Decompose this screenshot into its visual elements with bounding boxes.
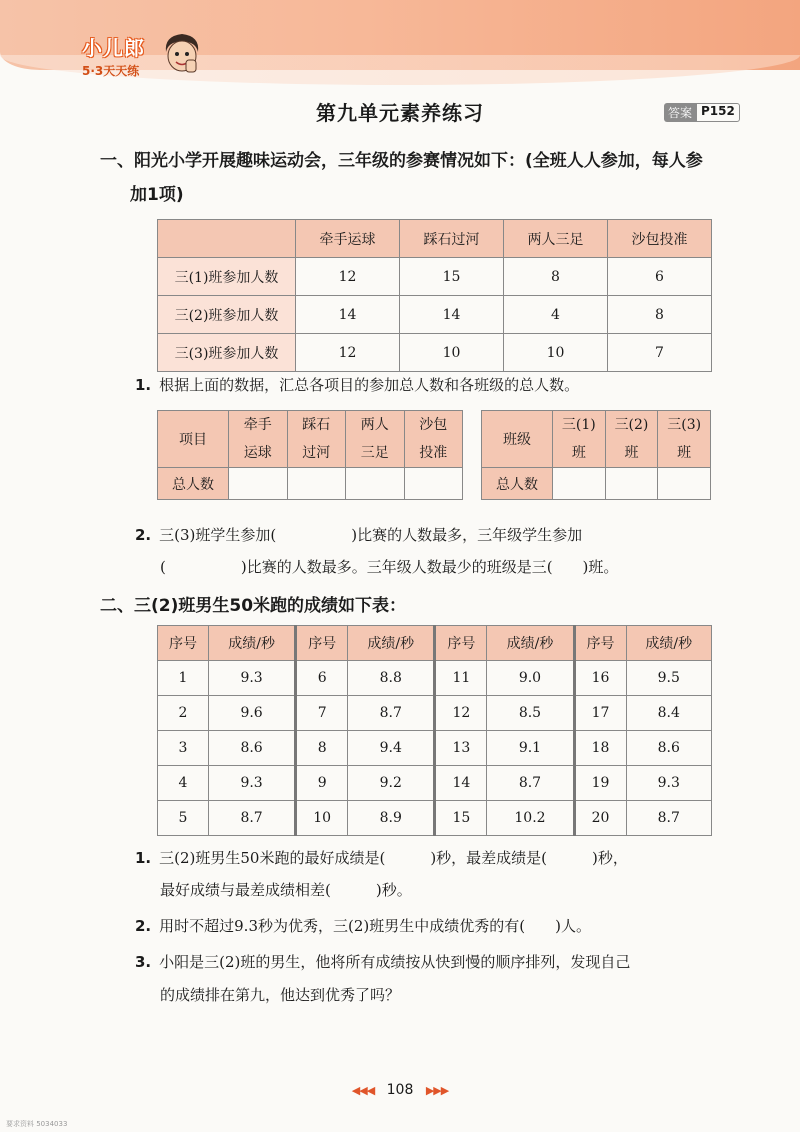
question-1-1: 1. 根据上面的数据，汇总各项目的参加总人数和各班级的总人数。 bbox=[135, 376, 580, 394]
page-title: 第九单元素养练习 bbox=[316, 101, 484, 125]
column-header: 三(2) 班 bbox=[605, 411, 658, 468]
question-2-2: 2. 用时不超过9.3秒为优秀，三(2)班男生中成绩优秀的有( )人。 bbox=[135, 917, 591, 935]
table-cell: 8.7 bbox=[626, 801, 711, 836]
column-header: 序号 bbox=[435, 626, 487, 661]
summary-table-by-class bbox=[481, 410, 711, 500]
table-cell: 6 bbox=[608, 258, 712, 296]
column-header: 踩石 过河 bbox=[287, 411, 346, 468]
table-cell: 10 bbox=[400, 334, 504, 372]
table-row bbox=[158, 801, 712, 836]
table-cell: 9.4 bbox=[348, 731, 435, 766]
table-row bbox=[158, 766, 712, 801]
answer-cell[interactable] bbox=[404, 468, 463, 500]
question-2-1-line1: 1. 三(2)班男生50米跑的最好成绩是( )秒，最差成绩是( )秒， bbox=[135, 849, 628, 867]
corner-note: 要求资料 5034033 bbox=[6, 1120, 68, 1128]
table-cell: 14 bbox=[400, 296, 504, 334]
participation-table bbox=[157, 219, 712, 372]
table-cell: 12 bbox=[296, 258, 400, 296]
brand-subtitle: 5·3天天练 bbox=[82, 64, 140, 78]
summary-table-by-event bbox=[157, 410, 463, 500]
row-label: 三(2)班参加人数 bbox=[158, 296, 296, 334]
section2-title: 二、三(2)班男生50米跑的成绩如下表： bbox=[100, 596, 407, 616]
question-1-2-line2: ( )比赛的人数最多。三年级人数最少的班级是三( )班。 bbox=[160, 558, 619, 576]
table-cell: 7 bbox=[608, 334, 712, 372]
table-header-row bbox=[158, 220, 712, 258]
table-cell: 8.8 bbox=[348, 661, 435, 696]
table-cell: 8 bbox=[608, 296, 712, 334]
row-label: 三(1)班参加人数 bbox=[158, 258, 296, 296]
column-header: 序号 bbox=[296, 626, 348, 661]
table-cell: 9.5 bbox=[626, 661, 711, 696]
table-cell: 18 bbox=[574, 731, 626, 766]
column-header: 两人 三足 bbox=[346, 411, 405, 468]
column-header: 两人三足 bbox=[504, 220, 608, 258]
section1-title-line2: 加1项) bbox=[130, 185, 184, 205]
table-cell: 12 bbox=[435, 696, 487, 731]
column-header: 沙包投准 bbox=[608, 220, 712, 258]
table-row bbox=[158, 661, 712, 696]
table-header-row bbox=[482, 411, 711, 468]
table-cell: 14 bbox=[435, 766, 487, 801]
table-cell: 9.3 bbox=[209, 766, 296, 801]
row-label: 三(3)班参加人数 bbox=[158, 334, 296, 372]
table-row bbox=[158, 696, 712, 731]
right-arrows-icon: ▶▶▶ bbox=[425, 1084, 449, 1097]
answer-cell[interactable] bbox=[229, 468, 288, 500]
row-label: 项目 bbox=[158, 411, 229, 468]
brand-name: 小儿郎 bbox=[82, 36, 145, 60]
table-cell: 9.3 bbox=[209, 661, 296, 696]
table-cell: 1 bbox=[158, 661, 209, 696]
answer-cell[interactable] bbox=[605, 468, 658, 500]
table-cell: 9 bbox=[296, 766, 348, 801]
column-header: 成绩/秒 bbox=[626, 626, 711, 661]
row-label: 班级 bbox=[482, 411, 553, 468]
table-cell: 8.4 bbox=[626, 696, 711, 731]
table-cell: 8.6 bbox=[626, 731, 711, 766]
section1-title-line1: 一、阳光小学开展趣味运动会，三年级的参赛情况如下：(全班人人参加，每人参 bbox=[100, 151, 703, 171]
table-cell: 8.7 bbox=[209, 801, 296, 836]
table-cell: 5 bbox=[158, 801, 209, 836]
column-header: 沙包 投准 bbox=[404, 411, 463, 468]
answer-page: P152 bbox=[696, 103, 740, 122]
question-2-1-line2: 最好成绩与最差成绩相差( )秒。 bbox=[160, 881, 412, 899]
table-cell: 12 bbox=[296, 334, 400, 372]
column-header: 三(1) 班 bbox=[553, 411, 606, 468]
column-header: 序号 bbox=[574, 626, 626, 661]
table-row bbox=[158, 731, 712, 766]
column-header: 踩石过河 bbox=[400, 220, 504, 258]
table-cell: 14 bbox=[296, 296, 400, 334]
column-header: 三(3) 班 bbox=[658, 411, 711, 468]
table-header-row bbox=[158, 411, 463, 468]
column-header: 牵手运球 bbox=[296, 220, 400, 258]
column-header: 成绩/秒 bbox=[209, 626, 296, 661]
table-cell: 13 bbox=[435, 731, 487, 766]
table-cell: 3 bbox=[158, 731, 209, 766]
page-footer bbox=[0, 1082, 800, 1098]
table-cell: 9.0 bbox=[487, 661, 574, 696]
page-number: 108 bbox=[386, 1082, 414, 1098]
answer-label: 答案 bbox=[664, 103, 696, 122]
table-cell: 8.7 bbox=[348, 696, 435, 731]
answer-reference bbox=[664, 103, 740, 122]
table-cell: 16 bbox=[574, 661, 626, 696]
table-row bbox=[158, 296, 712, 334]
table-cell: 8.6 bbox=[209, 731, 296, 766]
mascot-icon bbox=[160, 30, 204, 78]
table-cell: 10 bbox=[296, 801, 348, 836]
table-cell: 2 bbox=[158, 696, 209, 731]
table-cell: 9.1 bbox=[487, 731, 574, 766]
table-cell: 8.5 bbox=[487, 696, 574, 731]
table-cell: 4 bbox=[158, 766, 209, 801]
column-header: 成绩/秒 bbox=[348, 626, 435, 661]
running-scores-table bbox=[157, 625, 712, 836]
table-cell: 8.7 bbox=[487, 766, 574, 801]
row-label: 总人数 bbox=[482, 468, 553, 500]
answer-cell[interactable] bbox=[553, 468, 606, 500]
table-corner-cell bbox=[158, 220, 296, 258]
table-cell: 6 bbox=[296, 661, 348, 696]
table-cell: 15 bbox=[435, 801, 487, 836]
row-label: 总人数 bbox=[158, 468, 229, 500]
table-header-row bbox=[158, 626, 712, 661]
table-cell: 9.6 bbox=[209, 696, 296, 731]
table-cell: 7 bbox=[296, 696, 348, 731]
question-1-2-line1: 2. 三(3)班学生参加( )比赛的人数最多，三年级学生参加 bbox=[135, 526, 583, 544]
table-cell: 17 bbox=[574, 696, 626, 731]
answer-cell[interactable] bbox=[346, 468, 405, 500]
table-cell: 8 bbox=[296, 731, 348, 766]
question-2-3-line2: 的成绩排在第九，他达到优秀了吗？ bbox=[160, 986, 401, 1004]
table-row bbox=[158, 334, 712, 372]
table-cell: 8.9 bbox=[348, 801, 435, 836]
column-header: 牵手 运球 bbox=[229, 411, 288, 468]
table-row bbox=[158, 258, 712, 296]
table-cell: 11 bbox=[435, 661, 487, 696]
answer-cell[interactable] bbox=[287, 468, 346, 500]
brand-logo bbox=[82, 32, 145, 79]
table-row bbox=[158, 468, 463, 500]
column-header: 成绩/秒 bbox=[487, 626, 574, 661]
table-cell: 20 bbox=[574, 801, 626, 836]
answer-cell[interactable] bbox=[658, 468, 711, 500]
table-cell: 15 bbox=[400, 258, 504, 296]
table-row bbox=[482, 468, 711, 500]
table-cell: 10.2 bbox=[487, 801, 574, 836]
table-cell: 4 bbox=[504, 296, 608, 334]
table-cell: 19 bbox=[574, 766, 626, 801]
column-header: 序号 bbox=[158, 626, 209, 661]
table-cell: 10 bbox=[504, 334, 608, 372]
question-2-3-line1: 3. 小阳是三(2)班的男生，他将所有成绩按从快到慢的顺序排列，发现自己 bbox=[135, 953, 631, 971]
table-cell: 9.2 bbox=[348, 766, 435, 801]
table-cell: 8 bbox=[504, 258, 608, 296]
left-arrows-icon: ◀◀◀ bbox=[351, 1084, 375, 1097]
table-cell: 9.3 bbox=[626, 766, 711, 801]
